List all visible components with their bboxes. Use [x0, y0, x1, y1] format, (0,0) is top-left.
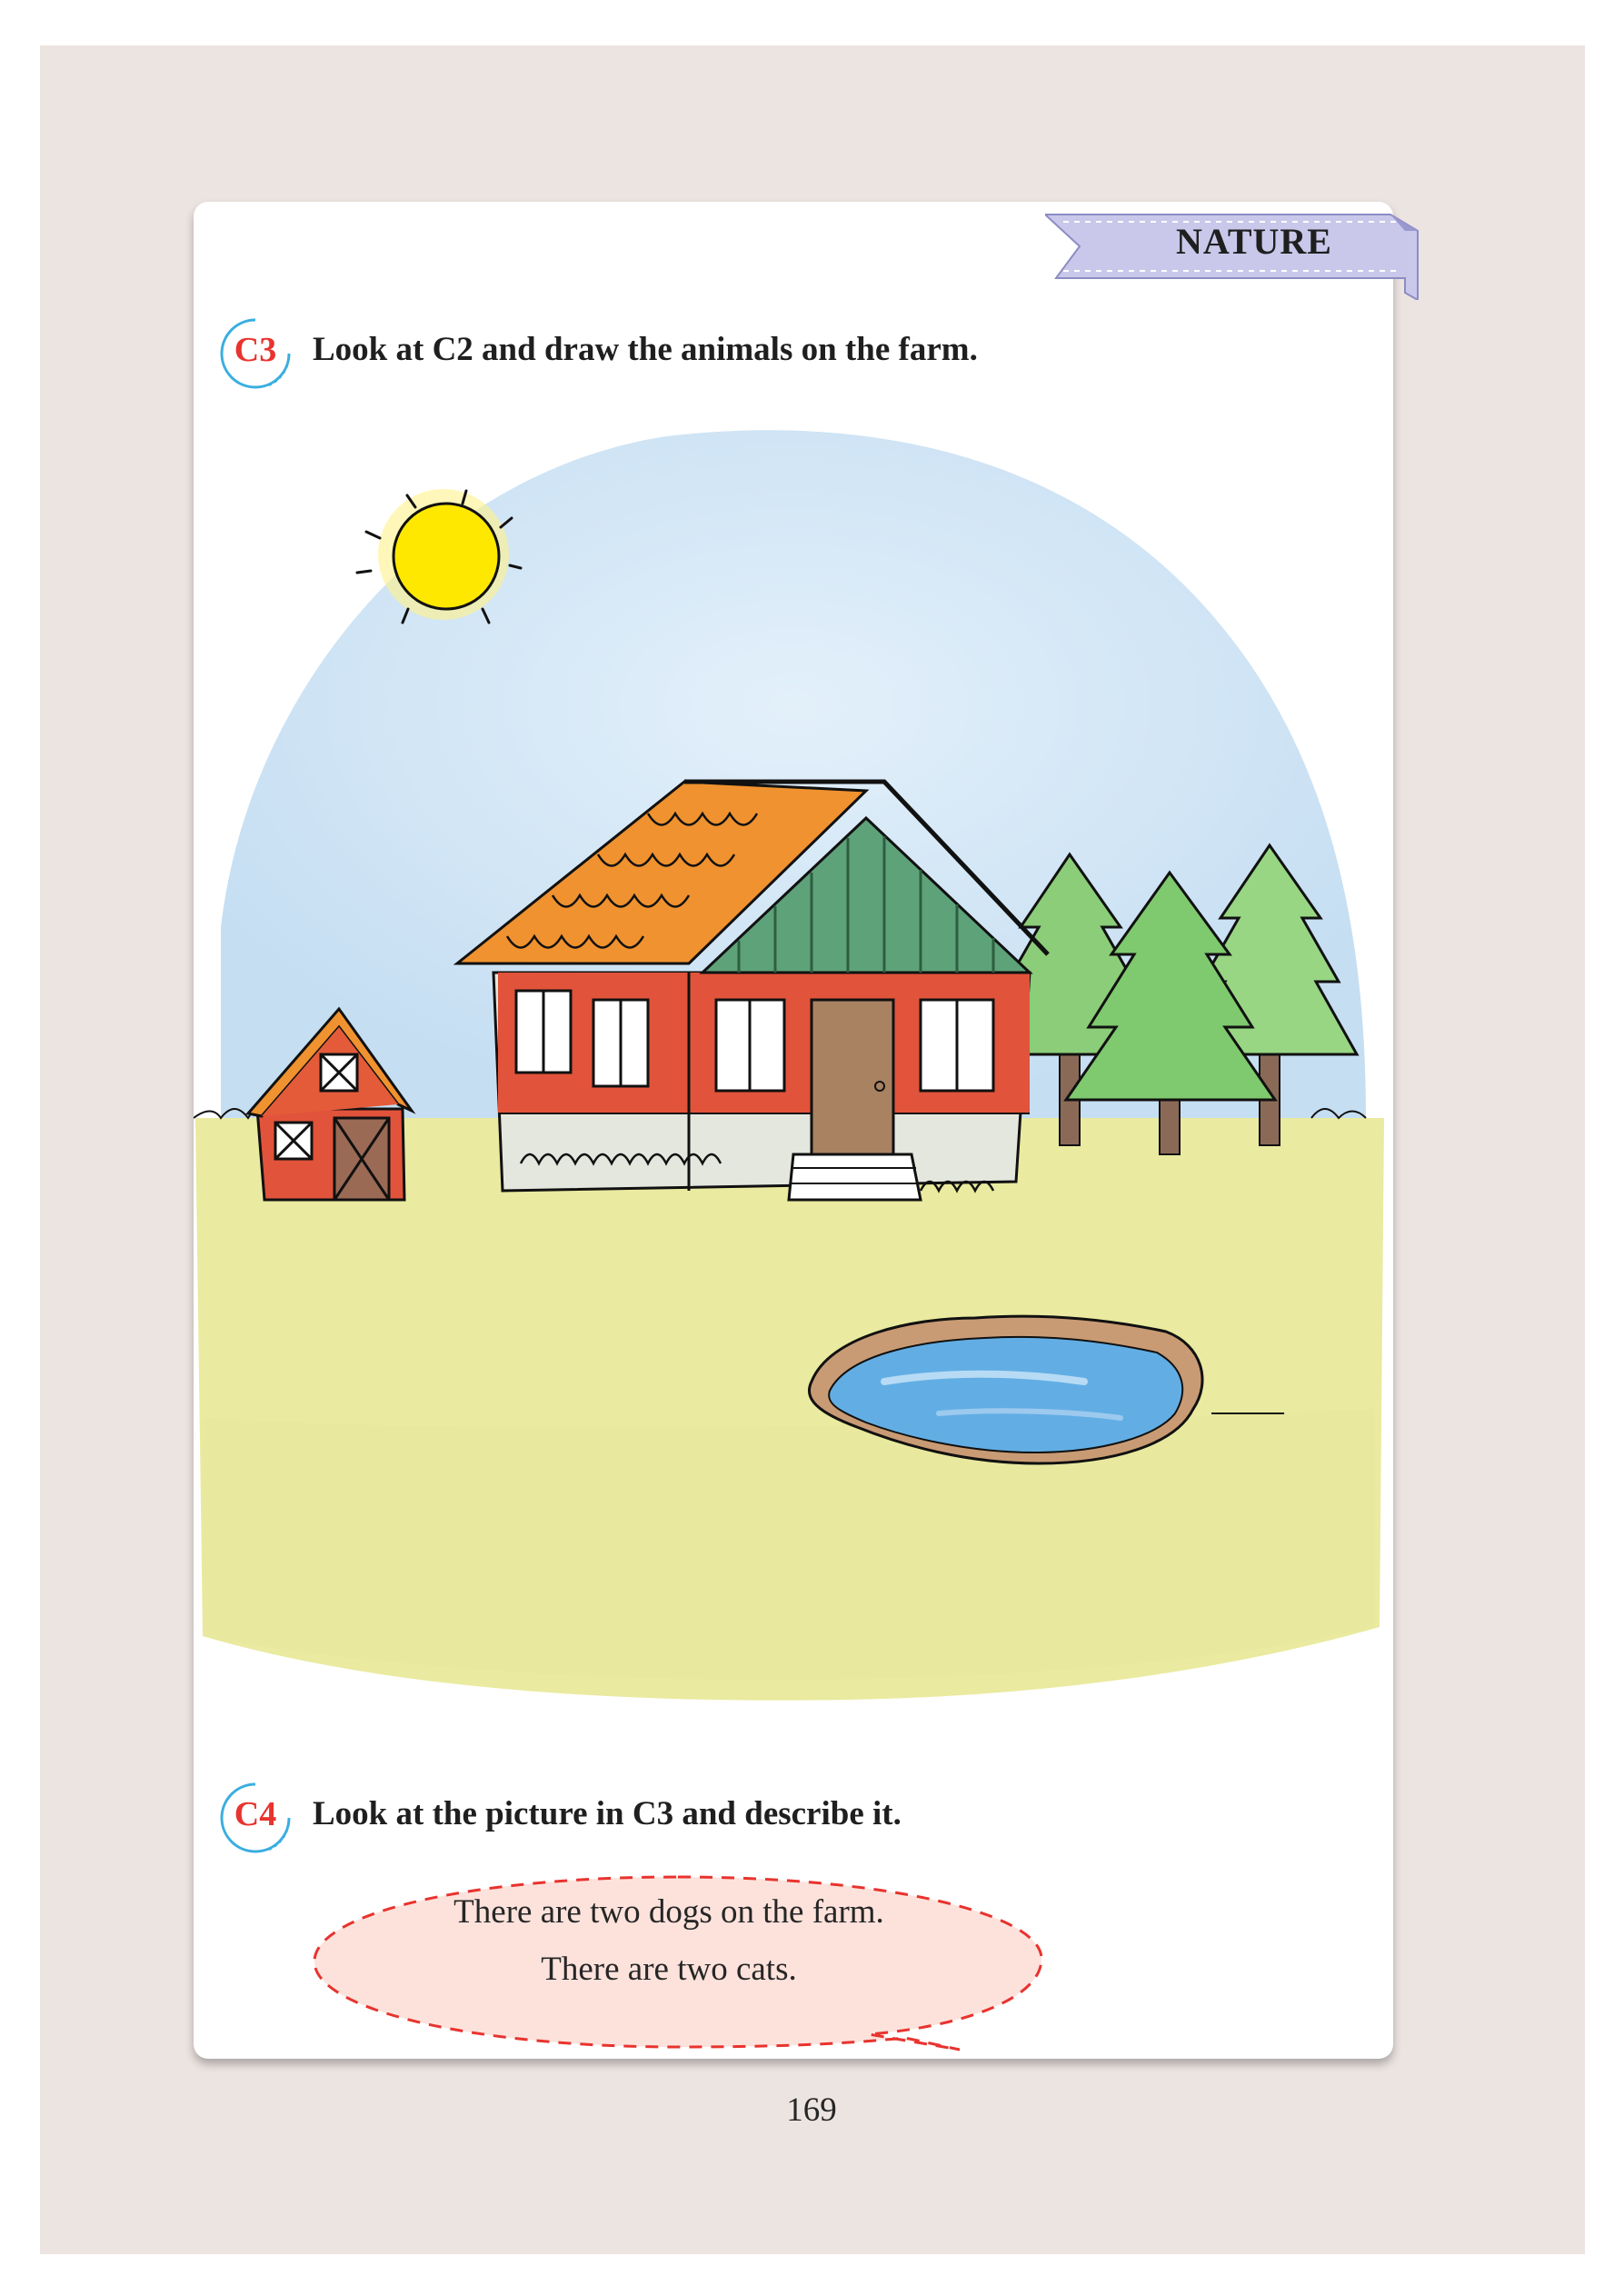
activity-badge-c3: C3: [234, 331, 277, 369]
activity-instruction-c4: Look at the picture in C3 and describe it.: [313, 1795, 902, 1832]
farm-scene: [194, 418, 1393, 1782]
section-label: NATURE: [1176, 221, 1332, 262]
answer-line-2: There are two cats.: [541, 1951, 797, 1988]
page-number: 169: [786, 2091, 837, 2129]
activity-instruction-c3: Look at C2 and draw the animals on the farm.: [313, 331, 978, 368]
answer-line-1: There are two dogs on the farm.: [453, 1893, 884, 1931]
activity-badge-c4: C4: [234, 1795, 277, 1833]
